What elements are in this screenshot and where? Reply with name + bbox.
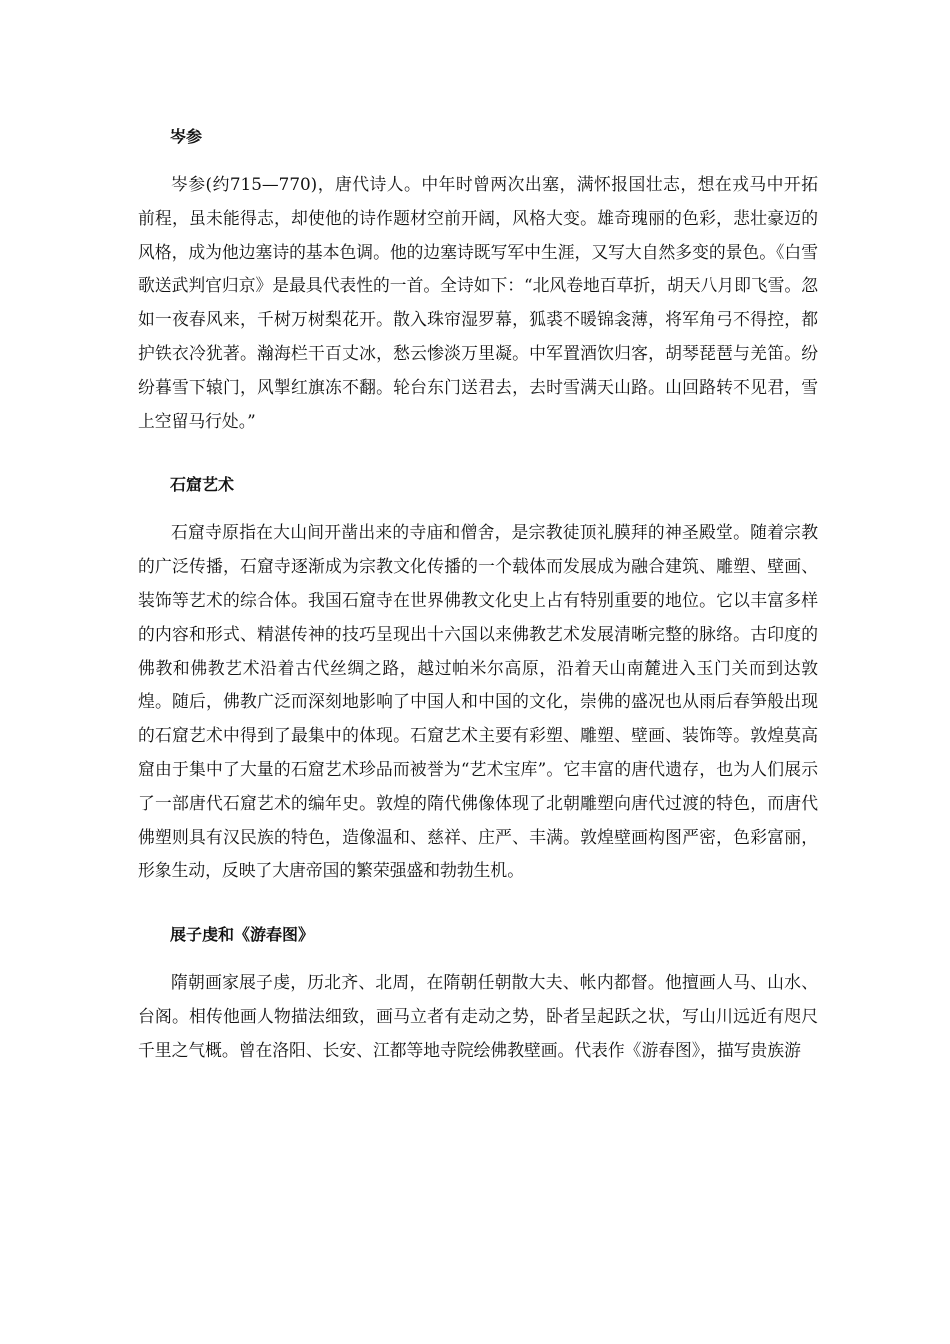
section-cen-shen xyxy=(138,122,818,438)
section-title: 石窟艺术 xyxy=(170,475,235,495)
section-zhan-ziqian xyxy=(138,920,818,1067)
document-page xyxy=(138,122,818,1068)
section-cave-art xyxy=(138,470,818,888)
section-title: 展子虔和《游春图》 xyxy=(170,925,315,945)
section-paragraph: 石窟寺原指在大山间开凿出来的寺庙和僧舍，是宗教徒顶礼膜拜的神圣殿堂。随着宗教的广泛传播，石窟寺逐渐成为宗教文化传播的一个载体而发展成为融合建筑、雕塑、壁画、装饰等艺术的综合体。我国石窟寺在世界佛教文化史上占有特别重要的地位。它以丰富多样的内容和形式、精湛传神的技巧呈现出十六国以来佛教艺术发展清晰完整的脉络。古印度的佛教和佛教艺术沿着古代丝绸之路，越过帕米尔高原，沿着天山南麓进入玉门关而到达敦煌。随后，佛教广泛而深刻地影响了中国人和中国的文化，崇佛的盛况也从雨后春笋般出现的石窟艺术中得到了最集中的体现。石窟艺术主要有彩塑、雕塑、壁画、装饰等。敦煌莫高窟由于集中了大量的石窟艺术珍品而被誉为“艺术宝库”。它丰富的唐代遗存，也为人们展示了一部唐代石窟艺术的编年史。敦煌的隋代佛像体现了北朝雕塑向唐代过渡的特色，而唐代佛塑则具有汉民族的特色，造像温和、慈祥、庄严、丰满。敦煌壁画构图严密，色彩富丽，形象生动，反映了大唐帝国的繁荣强盛和勃勃生机。 xyxy=(138,522,818,881)
section-paragraph: 岑参(约715—770)，唐代诗人。中年时曾两次出塞，满怀报国壮志，想在戎马中开拓前程，虽未能得志，却使他的诗作题材空前开阔，风格大变。雄奇瑰丽的色彩，悲壮豪迈的风格，成为他边塞诗的基本色调。他的边塞诗既写军中生涯，又写大自然多变的景色。《白雪歌送武判官归京》是最具代表性的一首。全诗如下：“北风卷地百草折，胡天八月即飞雪。忽如一夜春风来，千树万树梨花开。散入珠帘湿罗幕，狐裘不暖锦衾薄，将军角弓不得控，都护铁衣冷犹著。瀚海栏干百丈冰，愁云惨淡万里凝。中军置酒饮归客，胡琴琵琶与羌笛。纷纷暮雪下辕门，风掣红旗冻不翻。轮台东门送君去，去时雪满天山路。山回路转不见君，雪上空留马行处。” xyxy=(138,174,818,431)
section-title: 岑参 xyxy=(170,127,203,146)
section-paragraph: 隋朝画家展子虔，历北齐、北周，在隋朝任朝散大夫、帐内都督。他擅画人马、山水、台阁。相传他画人物描法细致，画马立者有走动之势，卧者呈起跃之状，写山川远近有咫尺千里之气概。曾在洛阳、长安、江都等地寺院绘佛教壁画。代表作《游春图》，描写贵族游 xyxy=(138,972,818,1060)
